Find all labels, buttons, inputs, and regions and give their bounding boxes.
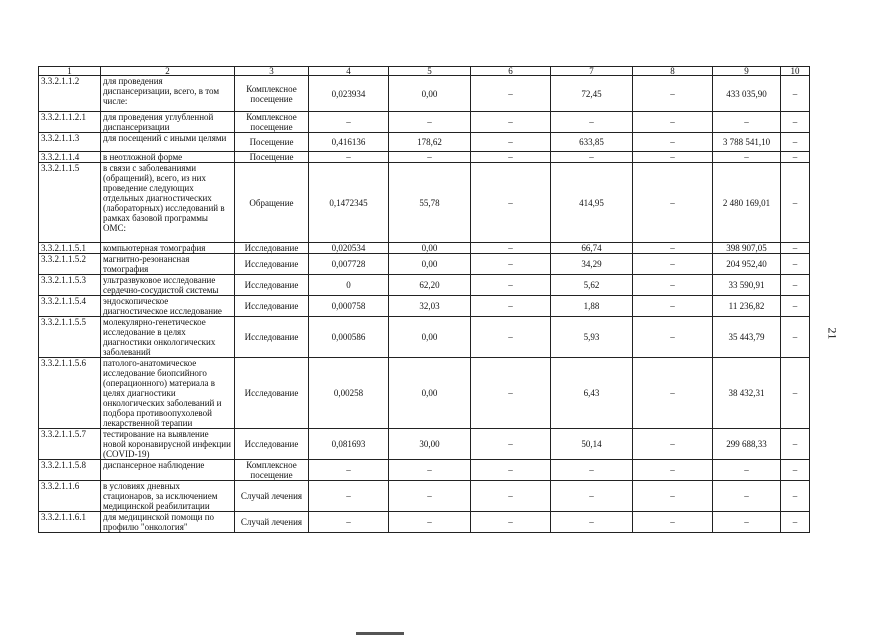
table-row: [39, 275, 810, 296]
cell-name: молекулярно-генетическое исследование в целях диагностики онкологических заболеваний: [101, 317, 235, 358]
cell-code: 3.3.2.1.1.5.1: [39, 243, 101, 254]
cell-c4: 0,1472345: [309, 163, 389, 243]
cell-code: 3.3.2.1.1.5: [39, 163, 101, 243]
cell-c6: –: [471, 275, 551, 296]
cell-c7: –: [551, 152, 633, 163]
cell-code: 3.3.2.1.1.2.1: [39, 112, 101, 133]
cell-name: компьютерная томография: [101, 243, 235, 254]
cell-c4: –: [309, 481, 389, 512]
table-row: [39, 429, 810, 460]
cell-name: тестирование на выявление новой коронавирусной инфекции (COVID-19): [101, 429, 235, 460]
cell-c5: –: [389, 152, 471, 163]
data-table: [38, 66, 810, 533]
cell-c9: 35 443,79: [713, 317, 781, 358]
cell-c7: 1,88: [551, 296, 633, 317]
cell-c9: 11 236,82: [713, 296, 781, 317]
cell-c5: 32,03: [389, 296, 471, 317]
cell-c8: –: [633, 429, 713, 460]
cell-c6: –: [471, 163, 551, 243]
cell-c5: 0,00: [389, 254, 471, 275]
cell-c10: –: [781, 254, 810, 275]
cell-c10: –: [781, 460, 810, 481]
column-number: 9: [713, 67, 781, 76]
cell-c6: –: [471, 243, 551, 254]
cell-code: 3.3.2.1.1.5.4: [39, 296, 101, 317]
cell-c9: –: [713, 152, 781, 163]
cell-name: для проведения углубленной диспансеризации: [101, 112, 235, 133]
column-number: 5: [389, 67, 471, 76]
column-number: 3: [235, 67, 309, 76]
cell-name: ультразвуковое исследование сердечно-сосудистой системы: [101, 275, 235, 296]
table-row: [39, 481, 810, 512]
cell-c8: –: [633, 512, 713, 533]
cell-c9: 299 688,33: [713, 429, 781, 460]
cell-c9: 433 035,90: [713, 76, 781, 112]
cell-name: для посещений с иными целями: [101, 133, 235, 152]
cell-c5: 30,00: [389, 429, 471, 460]
cell-c4: –: [309, 460, 389, 481]
column-number: 10: [781, 67, 810, 76]
table-row: [39, 76, 810, 112]
column-number: 8: [633, 67, 713, 76]
cell-unit: Посещение: [235, 152, 309, 163]
cell-c10: –: [781, 112, 810, 133]
cell-c5: 0,00: [389, 358, 471, 429]
cell-c10: –: [781, 133, 810, 152]
column-number: 2: [101, 67, 235, 76]
cell-c7: 5,62: [551, 275, 633, 296]
cell-c4: 0: [309, 275, 389, 296]
cell-c8: –: [633, 152, 713, 163]
cell-code: 3.3.2.1.1.3: [39, 133, 101, 152]
cell-c4: 0,000758: [309, 296, 389, 317]
cell-c9: –: [713, 512, 781, 533]
cell-c8: –: [633, 254, 713, 275]
cell-c4: 0,000586: [309, 317, 389, 358]
cell-unit: Посещение: [235, 133, 309, 152]
cell-unit: Исследование: [235, 296, 309, 317]
cell-c4: –: [309, 152, 389, 163]
cell-c7: 414,95: [551, 163, 633, 243]
cell-c10: –: [781, 481, 810, 512]
cell-code: 3.3.2.1.1.5.7: [39, 429, 101, 460]
cell-c9: 204 952,40: [713, 254, 781, 275]
cell-c7: 72,45: [551, 76, 633, 112]
cell-c4: 0,081693: [309, 429, 389, 460]
cell-unit: Комплексное посещение: [235, 460, 309, 481]
cell-c8: –: [633, 296, 713, 317]
table-row: [39, 317, 810, 358]
cell-c9: 38 432,31: [713, 358, 781, 429]
cell-c10: –: [781, 358, 810, 429]
cell-code: 3.3.2.1.1.2: [39, 76, 101, 112]
cell-c7: –: [551, 481, 633, 512]
cell-c4: –: [309, 512, 389, 533]
cell-name: магнитно-резонансная томография: [101, 254, 235, 275]
cell-c8: –: [633, 112, 713, 133]
cell-c8: –: [633, 133, 713, 152]
cell-c5: –: [389, 112, 471, 133]
cell-code: 3.3.2.1.1.4: [39, 152, 101, 163]
cell-c7: 6,43: [551, 358, 633, 429]
cell-c7: –: [551, 112, 633, 133]
cell-c7: –: [551, 512, 633, 533]
cell-unit: Исследование: [235, 429, 309, 460]
cell-c8: –: [633, 76, 713, 112]
cell-name: в неотложной форме: [101, 152, 235, 163]
cell-c9: –: [713, 112, 781, 133]
cell-unit: Обращение: [235, 163, 309, 243]
column-number: 1: [39, 67, 101, 76]
cell-c6: –: [471, 152, 551, 163]
cell-c10: –: [781, 243, 810, 254]
cell-c5: –: [389, 512, 471, 533]
cell-c8: –: [633, 481, 713, 512]
cell-c7: 5,93: [551, 317, 633, 358]
cell-code: 3.3.2.1.1.5.2: [39, 254, 101, 275]
cell-c5: –: [389, 481, 471, 512]
page-number: 21: [825, 327, 840, 340]
cell-c5: –: [389, 460, 471, 481]
table-row: [39, 512, 810, 533]
cell-c10: –: [781, 512, 810, 533]
cell-c7: 34,29: [551, 254, 633, 275]
column-number: 4: [309, 67, 389, 76]
column-number: 7: [551, 67, 633, 76]
column-number: 6: [471, 67, 551, 76]
cell-c10: –: [781, 76, 810, 112]
cell-c8: –: [633, 358, 713, 429]
cell-c9: 398 907,05: [713, 243, 781, 254]
cell-c5: 0,00: [389, 317, 471, 358]
cell-c7: 66,74: [551, 243, 633, 254]
cell-c5: 0,00: [389, 243, 471, 254]
cell-c4: 0,023934: [309, 76, 389, 112]
cell-unit: Исследование: [235, 254, 309, 275]
cell-name: диспансерное наблюдение: [101, 460, 235, 481]
cell-c6: –: [471, 429, 551, 460]
cell-c5: 0,00: [389, 76, 471, 112]
cell-c9: 2 480 169,01: [713, 163, 781, 243]
cell-c6: –: [471, 512, 551, 533]
cell-c10: –: [781, 296, 810, 317]
cell-name: патолого-анатомическое исследование биопсийного (операционного) материала в целях диагностики онкологических заболеваний и подбора противоопухолевой лекарственной терапии: [101, 358, 235, 429]
cell-c6: –: [471, 317, 551, 358]
cell-name: в условиях дневных стационаров, за исключением медицинской реабилитации: [101, 481, 235, 512]
cell-unit: Комплексное посещение: [235, 76, 309, 112]
cell-unit: Комплексное посещение: [235, 112, 309, 133]
cell-c10: –: [781, 317, 810, 358]
cell-c7: 633,85: [551, 133, 633, 152]
cell-code: 3.3.2.1.1.5.3: [39, 275, 101, 296]
cell-c4: 0,416136: [309, 133, 389, 152]
cell-c7: –: [551, 460, 633, 481]
cell-c4: 0,00258: [309, 358, 389, 429]
cell-unit: Исследование: [235, 275, 309, 296]
cell-code: 3.3.2.1.1.6: [39, 481, 101, 512]
table-row: [39, 133, 810, 152]
cell-name: в связи с заболеваниями (обращений), всего, из них проведение следующих отдельных диагностических (лабораторных) исследований в рамках базовой программы ОМС:: [101, 163, 235, 243]
cell-unit: Случай лечения: [235, 481, 309, 512]
cell-c9: 33 590,91: [713, 275, 781, 296]
cell-name: эндоскопическое диагностическое исследование: [101, 296, 235, 317]
cell-c10: –: [781, 152, 810, 163]
bottom-mark: [356, 632, 404, 635]
cell-c7: 50,14: [551, 429, 633, 460]
cell-code: 3.3.2.1.1.5.8: [39, 460, 101, 481]
cell-c8: –: [633, 317, 713, 358]
cell-unit: Исследование: [235, 358, 309, 429]
cell-unit: Исследование: [235, 317, 309, 358]
cell-c8: –: [633, 163, 713, 243]
cell-c9: –: [713, 460, 781, 481]
cell-c8: –: [633, 460, 713, 481]
cell-code: 3.3.2.1.1.5.5: [39, 317, 101, 358]
cell-c4: 0,007728: [309, 254, 389, 275]
cell-c6: –: [471, 296, 551, 317]
cell-c9: –: [713, 481, 781, 512]
table-row: [39, 296, 810, 317]
cell-c6: –: [471, 460, 551, 481]
cell-c10: –: [781, 429, 810, 460]
cell-c4: –: [309, 112, 389, 133]
cell-c5: 55,78: [389, 163, 471, 243]
table-row: [39, 112, 810, 133]
cell-c6: –: [471, 481, 551, 512]
column-number-row: [39, 67, 810, 76]
cell-name: для медицинской помощи по профилю "онкология": [101, 512, 235, 533]
cell-c10: –: [781, 163, 810, 243]
cell-c6: –: [471, 76, 551, 112]
cell-code: 3.3.2.1.1.6.1: [39, 512, 101, 533]
cell-c10: –: [781, 275, 810, 296]
cell-c6: –: [471, 112, 551, 133]
cell-unit: Исследование: [235, 243, 309, 254]
table-row: [39, 152, 810, 163]
cell-c5: 62,20: [389, 275, 471, 296]
table-row: [39, 460, 810, 481]
table-row: [39, 358, 810, 429]
cell-c6: –: [471, 358, 551, 429]
cell-c4: 0,020534: [309, 243, 389, 254]
cell-name: для проведения диспансеризации, всего, в том числе:: [101, 76, 235, 112]
cell-unit: Случай лечения: [235, 512, 309, 533]
cell-c6: –: [471, 254, 551, 275]
table-row: [39, 243, 810, 254]
cell-c8: –: [633, 275, 713, 296]
cell-c9: 3 788 541,10: [713, 133, 781, 152]
table-row: [39, 163, 810, 243]
cell-c5: 178,62: [389, 133, 471, 152]
table-row: [39, 254, 810, 275]
cell-c6: –: [471, 133, 551, 152]
cell-code: 3.3.2.1.1.5.6: [39, 358, 101, 429]
cell-c8: –: [633, 243, 713, 254]
